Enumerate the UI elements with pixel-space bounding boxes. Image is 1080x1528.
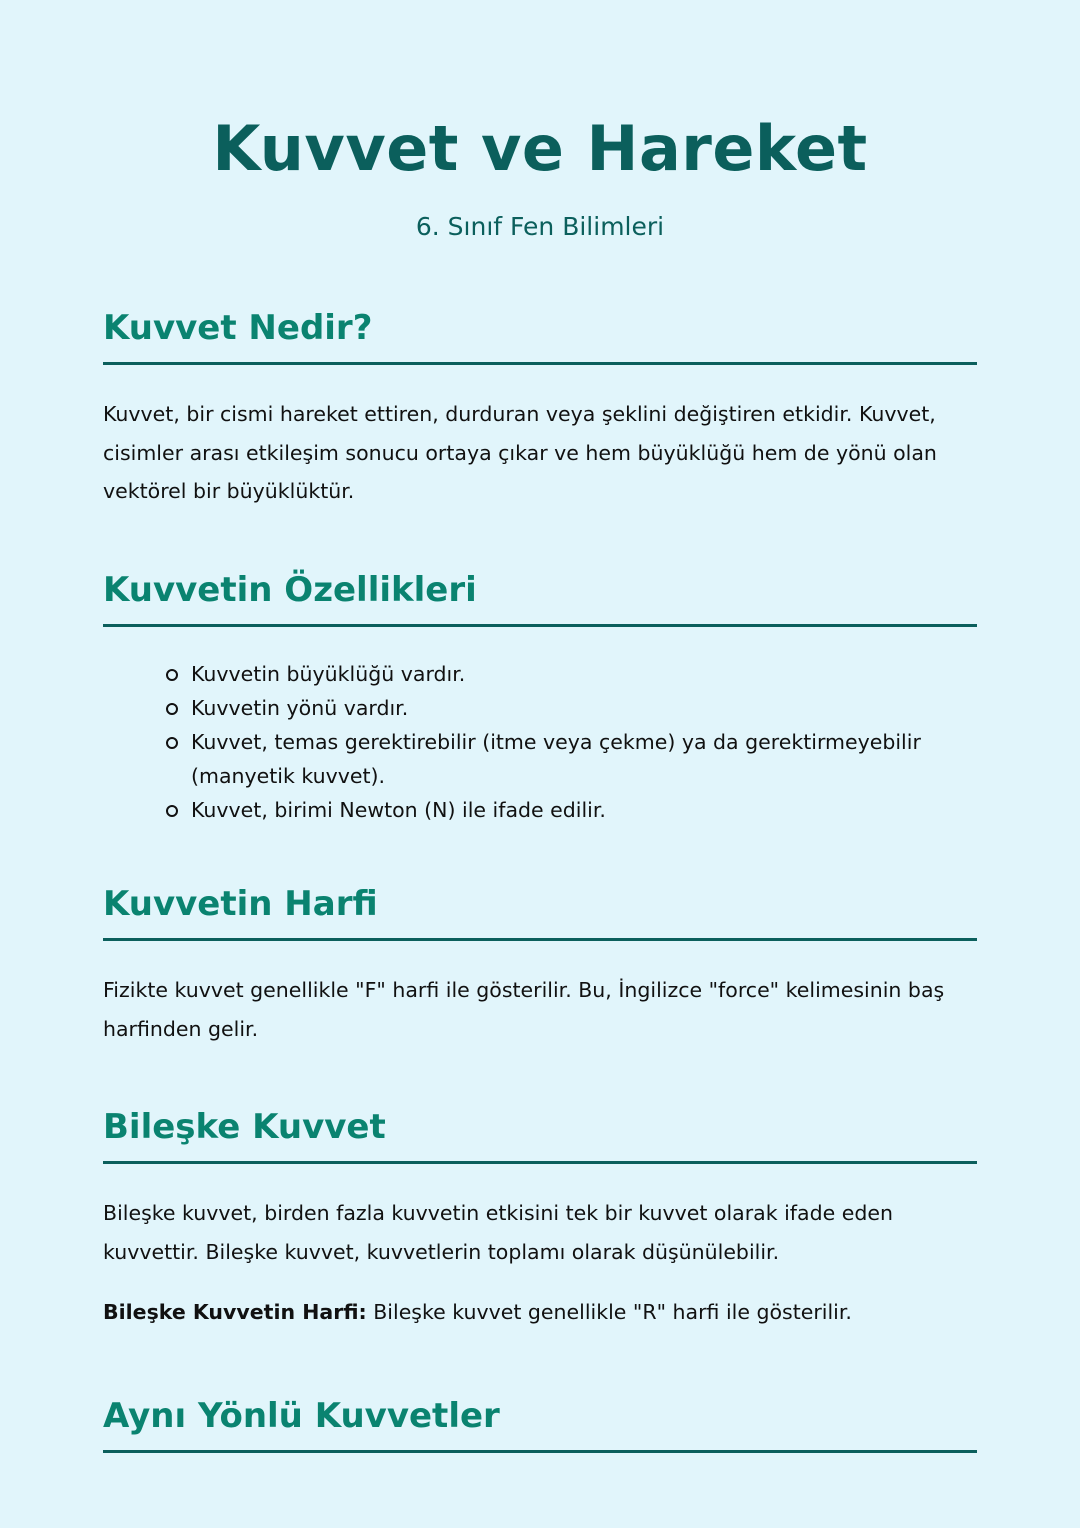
list-item-text: Kuvvetin büyüklüğü vardır.	[191, 662, 466, 686]
section-divider	[103, 624, 977, 627]
section-divider	[103, 938, 977, 941]
section-heading: Bileşke Kuvvet	[103, 1107, 386, 1147]
section-bileske-kuvvet	[103, 1102, 977, 1332]
list-item	[191, 657, 977, 691]
section-heading: Kuvvetin Harfi	[103, 884, 378, 924]
resultant-letter-note	[103, 1293, 977, 1332]
section-heading: Aynı Yönlü Kuvvetler	[103, 1396, 500, 1436]
section-paragraph: Fizikte kuvvet genellikle "F" harfi ile gösterilir. Bu, İngilizce "force" kelimesinin baş harfinden gelir.	[103, 978, 945, 1041]
section-kuvvetin-harfi	[103, 879, 977, 1048]
section-paragraph: Bileşke kuvvet, birden fazla kuvvetin etkisini tek bir kuvvet olarak ifade eden kuvvettir. Bileşke kuvvet, kuvvetlerin toplamı olarak düşünülebilir.	[103, 1201, 893, 1264]
properties-list	[103, 657, 977, 827]
bullet-circle-icon	[166, 737, 178, 749]
section-heading: Kuvvet Nedir?	[103, 308, 373, 348]
list-item-text: Kuvvet, temas gerektirebilir (itme veya çekme) ya da gerektirmeyebilir (manyetik kuvvet).	[191, 730, 921, 788]
section-kuvvet-nedir	[103, 303, 977, 511]
list-item	[191, 793, 977, 827]
bullet-circle-icon	[166, 669, 178, 681]
page-title: Kuvvet ve Hareket	[212, 112, 868, 185]
section-ayni-yonlu-kuvvetler	[103, 1391, 977, 1453]
note-text: Bileşke kuvvet genellikle "R" harfi ile gösterilir.	[366, 1300, 852, 1324]
bullet-circle-icon	[166, 703, 178, 715]
page-subtitle: 6. Sınıf Fen Bilimleri	[415, 212, 665, 241]
note-label: Bileşke Kuvvetin Harfi:	[103, 1300, 367, 1324]
list-item	[191, 691, 977, 725]
section-divider	[103, 1450, 977, 1453]
list-item-text: Kuvvet, birimi Newton (N) ile ifade edilir.	[191, 798, 606, 822]
section-heading: Kuvvetin Özellikleri	[103, 570, 477, 610]
bullet-circle-icon	[166, 805, 178, 817]
section-divider	[103, 1161, 977, 1164]
list-item	[191, 725, 977, 793]
section-kuvvetin-ozellikleri	[103, 565, 977, 827]
list-item-text: Kuvvetin yönü vardır.	[191, 696, 409, 720]
section-divider	[103, 362, 977, 365]
section-paragraph: Kuvvet, bir cismi hareket ettiren, durduran veya şeklini değiştiren etkidir. Kuvvet, cisimler arası etkileşim sonucu ortaya çıkar ve hem büyüklüğü hem de yönü olan vektörel bir büyüklüktür.	[103, 402, 937, 503]
